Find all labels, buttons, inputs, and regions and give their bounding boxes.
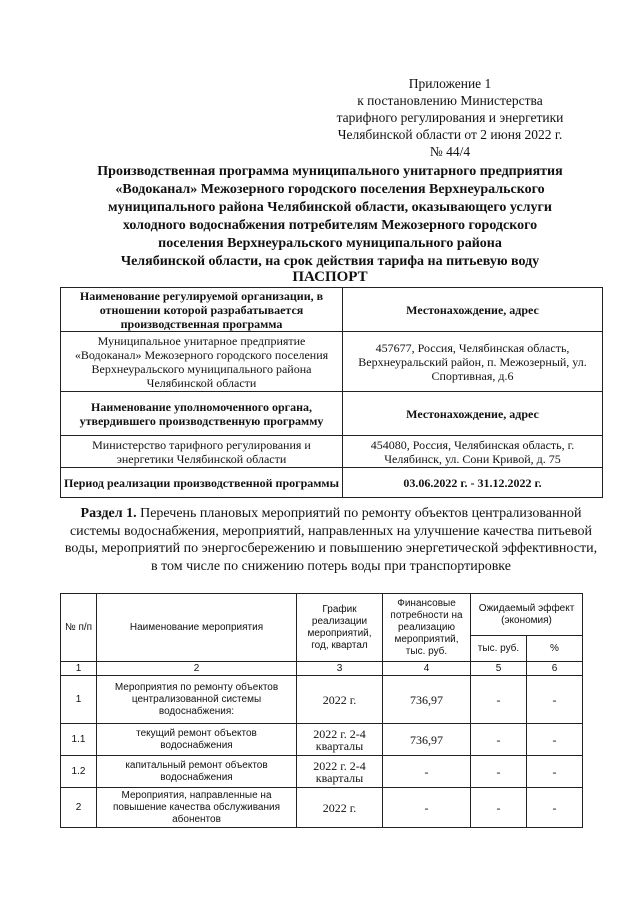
- header-effect-pct: %: [527, 636, 583, 662]
- row-effect-rub: -: [471, 724, 527, 756]
- period-label-cell: Период реализации производственной программы: [61, 468, 343, 498]
- table-row: [61, 676, 583, 724]
- row-schedule: 2022 г. 2-4 кварталы: [297, 724, 383, 756]
- events-table: [60, 593, 583, 828]
- row-effect-pct: -: [527, 788, 583, 828]
- header-num: № п/п: [61, 594, 97, 662]
- passport-row: [61, 436, 603, 468]
- passport-row: [61, 288, 603, 332]
- row-name: капитальный ремонт объектов водоснабжения: [97, 756, 297, 788]
- column-number-row: [61, 662, 583, 676]
- section-1-heading: [60, 505, 602, 575]
- title-line: холодного водоснабжения потребителям Межозерного городского: [122, 218, 538, 233]
- column-number: 5: [471, 662, 527, 676]
- org-address-cell: 457677, Россия, Челябинская область, Верхнеуральский район, п. Межозерный, ул. Спортивная, д.6: [343, 332, 603, 392]
- row-effect-pct: -: [527, 724, 583, 756]
- section-1-text: Перечень плановых мероприятий по ремонту объектов централизованной системы водоснабжения, мероприятий, направленных на улучшение качества питьевой воды, мероприятий по энергосбережению и повышению энергетической эффективности, в том числе по снижению потерь воды при транспортировке: [64, 506, 598, 574]
- events-header-row: [61, 594, 583, 636]
- row-finance: 736,97: [383, 676, 471, 724]
- appendix-line: Приложение 1: [408, 76, 492, 91]
- document-title: [60, 163, 600, 271]
- row-effect-rub: -: [471, 676, 527, 724]
- authority-name-cell: Министерство тарифного регулирования и энергетики Челябинской области: [61, 436, 343, 468]
- row-effect-pct: -: [527, 756, 583, 788]
- passport-row: [61, 468, 603, 498]
- table-row: [61, 724, 583, 756]
- row-schedule: 2022 г.: [297, 676, 383, 724]
- row-num: 1: [61, 676, 97, 724]
- row-num: 1.1: [61, 724, 97, 756]
- column-number: 4: [383, 662, 471, 676]
- period-value-cell: 03.06.2022 г. - 31.12.2022 г.: [343, 468, 603, 498]
- row-name: Мероприятия по ремонту объектов централизованной системы водоснабжения:: [97, 676, 297, 724]
- row-schedule: 2022 г.: [297, 788, 383, 828]
- header-effect-rub: тыс. руб.: [471, 636, 527, 662]
- header-schedule: График реализации мероприятий, год, квартал: [297, 594, 383, 662]
- appendix-block: [300, 75, 600, 160]
- appendix-line: № 44/4: [429, 144, 471, 159]
- title-line: поселения Верхнеуральского муниципального района: [158, 236, 502, 251]
- title-line: Челябинской области, на срок действия тарифа на питьевую воду: [120, 254, 540, 269]
- column-number: 1: [61, 662, 97, 676]
- authority-header-cell: Наименование уполномоченного органа, утвердившего производственную программу: [61, 392, 343, 436]
- row-effect-rub: -: [471, 788, 527, 828]
- appendix-line: к постановлению Министерства: [357, 93, 543, 108]
- row-schedule: 2022 г. 2-4 кварталы: [297, 756, 383, 788]
- header-name: Наименование мероприятия: [97, 594, 297, 662]
- passport-row: [61, 392, 603, 436]
- org-name-cell: Муниципальное унитарное предприятие «Водоканал» Межозерного городского поселения Верхнеуральского муниципального района Челябинской области: [61, 332, 343, 392]
- authority-address-cell: 454080, Россия, Челябинская область, г. Челябинск, ул. Сони Кривой, д. 75: [343, 436, 603, 468]
- row-name: текущий ремонт объектов водоснабжения: [97, 724, 297, 756]
- row-finance: -: [383, 788, 471, 828]
- row-num: 2: [61, 788, 97, 828]
- appendix-line: Челябинской области от 2 июня 2022 г.: [337, 127, 563, 142]
- passport-row: [61, 332, 603, 392]
- row-finance: 736,97: [383, 724, 471, 756]
- org-header-cell: Наименование регулируемой организации, в отношении которой разрабатывается производственная программа: [61, 288, 343, 332]
- column-number: 2: [97, 662, 297, 676]
- section-1-label: Раздел 1.: [80, 506, 137, 521]
- row-num: 1.2: [61, 756, 97, 788]
- row-effect-rub: -: [471, 756, 527, 788]
- header-effect: Ожидаемый эффект (экономия): [471, 594, 583, 636]
- location-header-cell-2: Местонахождение, адрес: [343, 392, 603, 436]
- table-row: [61, 788, 583, 828]
- column-number: 6: [527, 662, 583, 676]
- column-number: 3: [297, 662, 383, 676]
- title-line: «Водоканал» Межозерного городского поселения Верхнеуральского: [115, 182, 545, 197]
- header-finance: Финансовые потребности на реализацию мероприятий, тыс. руб.: [383, 594, 471, 662]
- passport-heading: ПАСПОРТ: [292, 269, 368, 285]
- appendix-line: тарифного регулирования и энергетики: [336, 110, 564, 125]
- title-line: муниципального района Челябинской области, оказывающего услуги: [108, 200, 552, 215]
- row-effect-pct: -: [527, 676, 583, 724]
- row-name: Мероприятия, направленные на повышение качества обслуживания абонентов: [97, 788, 297, 828]
- location-header-cell: Местонахождение, адрес: [343, 288, 603, 332]
- table-row: [61, 756, 583, 788]
- row-finance: -: [383, 756, 471, 788]
- passport-table: [60, 287, 603, 498]
- title-line: Производственная программа муниципального унитарного предприятия: [97, 164, 563, 179]
